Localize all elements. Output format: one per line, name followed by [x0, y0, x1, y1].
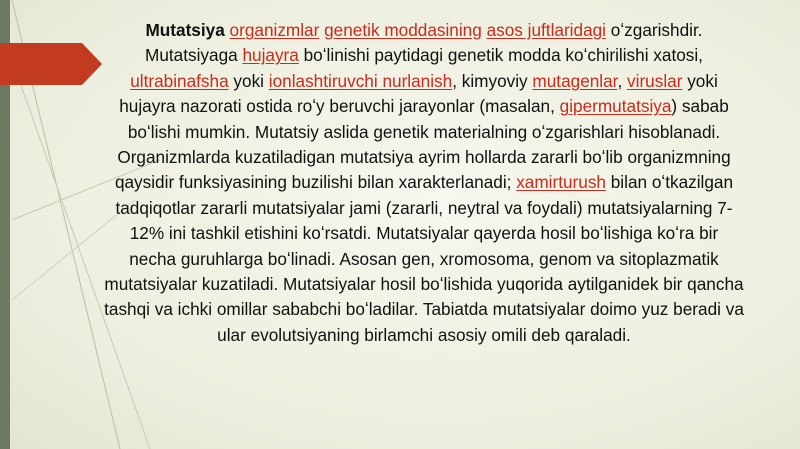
link-organizmlar[interactable]: organizmlar	[229, 20, 320, 40]
arrow-tab-icon	[0, 43, 102, 85]
link-hujayra[interactable]: hujayra	[242, 45, 299, 66]
link-ionlashtiruvchi-nurlanish[interactable]: ionlashtiruvchi nurlanish	[268, 70, 453, 91]
main-paragraph: Mutatsiya organizmlar genetik moddasining asos juftlaridagi oʻzgarishdir. Mutatsiyaga hujayra boʻlinishi paytidagi genetik modda koʻchirilishi xatosi, ultrabinafsha yoki ionlashtiruvchi nurlanish, kimyoviy mutagenlar, viruslar yoki hujayra nazorati ostida roʻy beruvchi jarayonlar (masalan, gipermutatsiya) sabab boʻlishi mumkin. Mutatsiy aslida genetik materialning oʻzgarishlari hisoblanadi. Organizmlarda kuzatiladigan mutatsiya ayrim hollarda zararli boʻlib organizmning qaysidir funksiyasining buzilishi bilan xarakterlanadi; xamirturush bilan oʻtkazilgan tadqiqotlar zararli mutatsiyalar jami (zararli, neytral va foydali) mutatsiyalarning 7-12% ini tashkil etishini koʻrsatdi. Mutatsiyalar qayerda hosil boʻlishiga koʻra bir necha guruhlarga boʻlinadi. Asosan gen, xromosoma, genom va sitoplazmatik mutatsiyalar kuzatiladi. Mutatsiyalar hosil boʻlishida yuqorida aytilganidek bir qancha tashqi va ichki omillar sababchi boʻladilar. Tabiatda mutatsiyalar doimo yuz beradi va ular evolutsiyaning birlamchi asosiy omili deb qaraladi.	[104, 20, 744, 345]
link-ultrabinafsha[interactable]: ultrabinafsha	[130, 70, 229, 91]
link-mutagenlar[interactable]: mutagenlar	[532, 70, 618, 91]
term-heading: Mutatsiya	[145, 20, 225, 40]
link-asos-juftlaridagi[interactable]: asos juftlaridagi	[486, 20, 607, 40]
link-genetik-moddasining[interactable]: genetik moddasining	[324, 20, 482, 40]
link-viruslar[interactable]: viruslar	[627, 70, 683, 91]
link-gipermutatsiya[interactable]: gipermutatsiya	[559, 96, 672, 117]
link-xamirturush[interactable]: xamirturush	[516, 172, 606, 193]
